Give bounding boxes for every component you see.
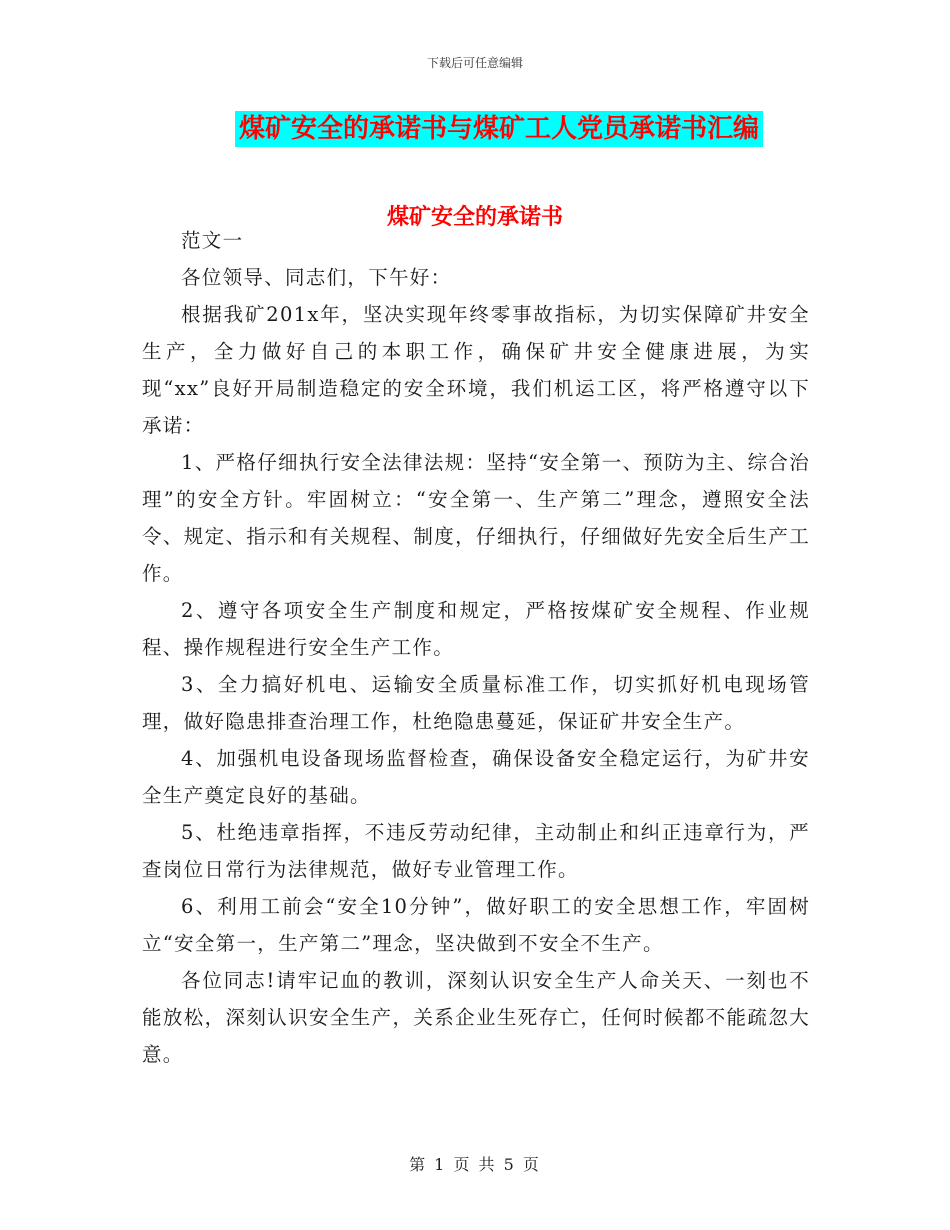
main-title-container [0, 111, 950, 147]
paragraph-greeting: 各位领导、同志们，下午好： [181, 266, 452, 289]
paragraph-item-4: 4、加强机电设备现场监督检查，确保设备安全稳定运行，为矿井安全生产奠定良好的基础。 [142, 747, 810, 807]
main-title: 煤矿安全的承诺书与煤矿工人党员承诺书汇编 [235, 111, 763, 147]
paragraph-closing: 各位同志!请牢记血的教训，深刻认识安全生产人命关天、一刻也不能放松，深刻认识安全生产，关系企业生死存亡，任何时候都不能疏忽大意。 [142, 969, 810, 1066]
sub-title: 煤矿安全的承诺书 [386, 204, 563, 230]
paragraph-intro: 根据我矿201x年，坚决实现年终零事故指标，为切实保障矿井安全生产，全力做好自己的本职工作，确保矿井安全健康进展，为实现“xx”良好开局制造稳定的安全环境，我们机运工区，将严格遵守以下承诺： [142, 303, 810, 437]
header-note: 下载后可任意编辑 [426, 56, 523, 70]
paragraph-item-6: 6、利用工前会“安全10分钟”，做好职工的安全思想工作，牢固树立“安全第一，生产第二”理念，坚决做到不安全不生产。 [142, 895, 810, 955]
paragraph-sample-label: 范文一 [181, 229, 244, 252]
paragraph-item-5: 5、杜绝违章指挥，不违反劳动纪律，主动制止和纠正违章行为，严查岗位日常行为法律规范，做好专业管理工作。 [142, 821, 810, 881]
paragraph-item-1: 1、严格仔细执行安全法律法规：坚持“安全第一、预防为主、综合治理”的安全方针。牢固树立：“安全第一、生产第二”理念，遵照安全法令、规定、指示和有关规程、制度，仔细执行，仔细做好先安全后生产工作。 [142, 451, 810, 585]
page-number-footer: 第 1 页 共 5 页 [409, 1155, 541, 1174]
document-body [142, 222, 810, 1073]
paragraph-item-3: 3、全力搞好机电、运输安全质量标准工作，切实抓好机电现场管理，做好隐患排查治理工作，杜绝隐患蔓延，保证矿井安全生产。 [142, 673, 810, 733]
paragraph-item-2: 2、遵守各项安全生产制度和规定，严格按煤矿安全规程、作业规程、操作规程进行安全生产工作。 [142, 599, 810, 659]
